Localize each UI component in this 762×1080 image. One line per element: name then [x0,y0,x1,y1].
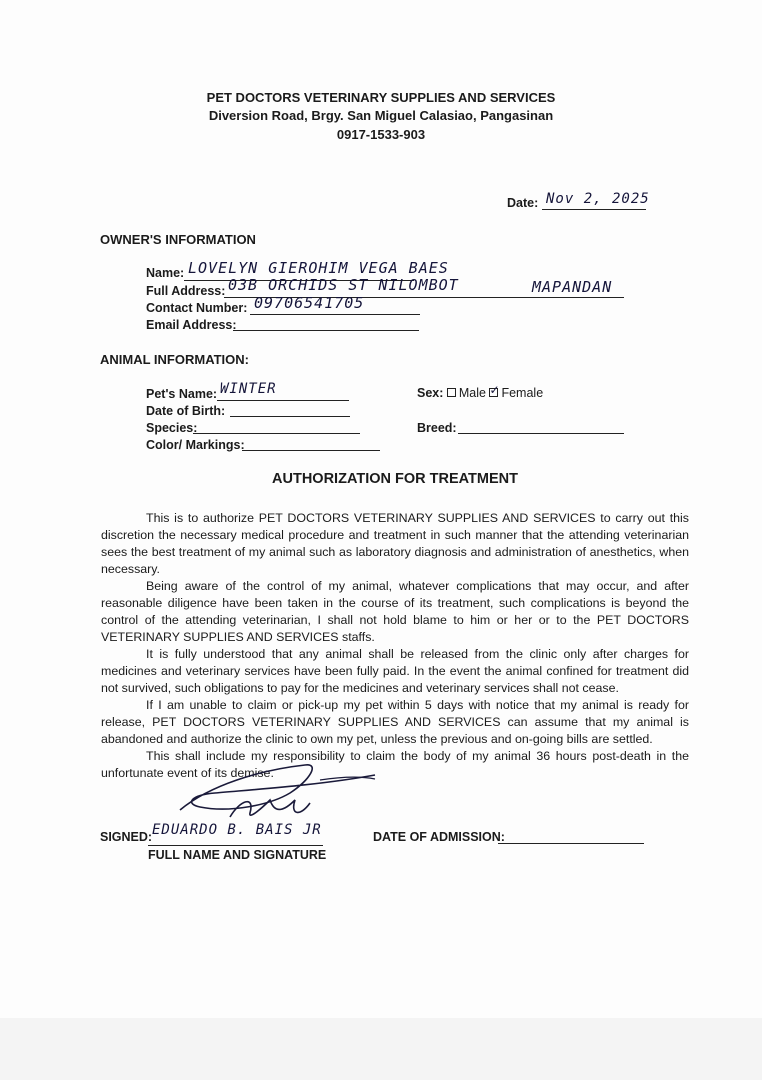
business-name: PET DOCTORS VETERINARY SUPPLIES AND SERVICES [206,90,556,105]
species-line [193,433,360,434]
pet-name-value: WINTER [220,381,277,397]
owner-email-line [233,330,419,331]
owner-address-value: 03B ORCHIDS ST NILOMBOT [228,276,459,294]
breed-line [458,433,624,434]
color-line [242,450,380,451]
date-line [542,209,646,210]
signed-label: SIGNED: [100,830,153,844]
breed-label: Breed: [417,421,457,435]
date-admission-label: DATE OF ADMISSION: [373,830,505,844]
business-address: Diversion Road, Brgy. San Miguel Calasiao, Pangasinan [208,108,554,123]
authorization-paragraph: This shall include my responsibility to claim the body of my animal 36 hours post-death in the unfortunate event of its demise. [101,749,689,780]
owner-email-label: Email Address: [146,318,237,332]
owner-address-city: MAPANDAN [532,278,613,296]
species-label: Species: [146,421,198,435]
male-checkbox[interactable] [447,388,456,397]
authorization-paragraph: Being aware of the control of my animal, whatever complications that may occur, and after reasonable diligence have been taken in the course of its treatment, such complications is beyond the control of the attending veterinarian, I shall not hold blame to him or her or to the PET DOCTORS VETERINARY SUPPLIES AND SERVICES staffs. [101,579,689,644]
owner-contact-label: Contact Number: [146,301,248,315]
owner-name-value: LOVELYN GIEROHIM VEGA BAES [188,259,449,277]
owner-contact-line [250,314,420,315]
authorization-title: AUTHORIZATION FOR TREATMENT [272,471,518,487]
authorization-body [101,510,689,782]
male-option-label: Male [458,386,486,400]
pet-name-label: Pet's Name: [146,387,218,401]
authorization-paragraph: This is to authorize PET DOCTORS VETERINARY SUPPLIES AND SERVICES to carry out this discretion the necessary medical procedure and treatment in such manner that the attending veterinarian sees the best treatment of my animal such as laboratory diagnosis and administration of anesthetics, when necessary. [101,511,689,576]
female-option-label: Female [501,386,544,400]
dob-line [230,416,350,417]
signature-caption: FULL NAME AND SIGNATURE [148,848,327,862]
date-admission-line [498,843,644,844]
female-checkbox[interactable] [489,383,500,398]
pet-name-line [217,400,349,401]
owner-address-label: Full Address: [146,284,226,298]
business-phone: 0917-1533-903 [336,127,426,142]
signed-line [148,845,323,846]
authorization-paragraph: If I am unable to claim or pick-up my pet within 5 days with notice that my animal is ready for release, PET DOCTORS VETERINARY SUPPLIES AND SERVICES can assume that my animal is abandoned and authorize the clinic to own my pet, unless the previous and on-going bills are settled. [101,698,689,746]
signed-value: EDUARDO B. BAIS JR [152,822,322,838]
owner-contact-value: 09706541705 [254,294,365,312]
date-value: Nov 2, 2025 [546,191,650,207]
date-label: Date: [507,196,539,210]
animal-section-title: ANIMAL INFORMATION: [100,352,249,367]
owner-section-title: OWNER'S INFORMATION [100,232,256,247]
check-mark-icon: ✓ [489,383,500,398]
owner-name-label: Name: [146,266,185,280]
sex-label: Sex: [417,386,444,400]
color-label: Color/ Markings: [146,438,245,452]
scan-bottom-edge [0,1018,762,1080]
authorization-paragraph: It is fully understood that any animal shall be released from the clinic only after charges for medicines and veterinary services have been fully paid. In the event the animal confined for treatment did not survived, such obligations to pay for the medicines and veterinary services shall not cease. [101,647,689,695]
dob-label: Date of Birth: [146,404,226,418]
sex-field [417,383,544,400]
